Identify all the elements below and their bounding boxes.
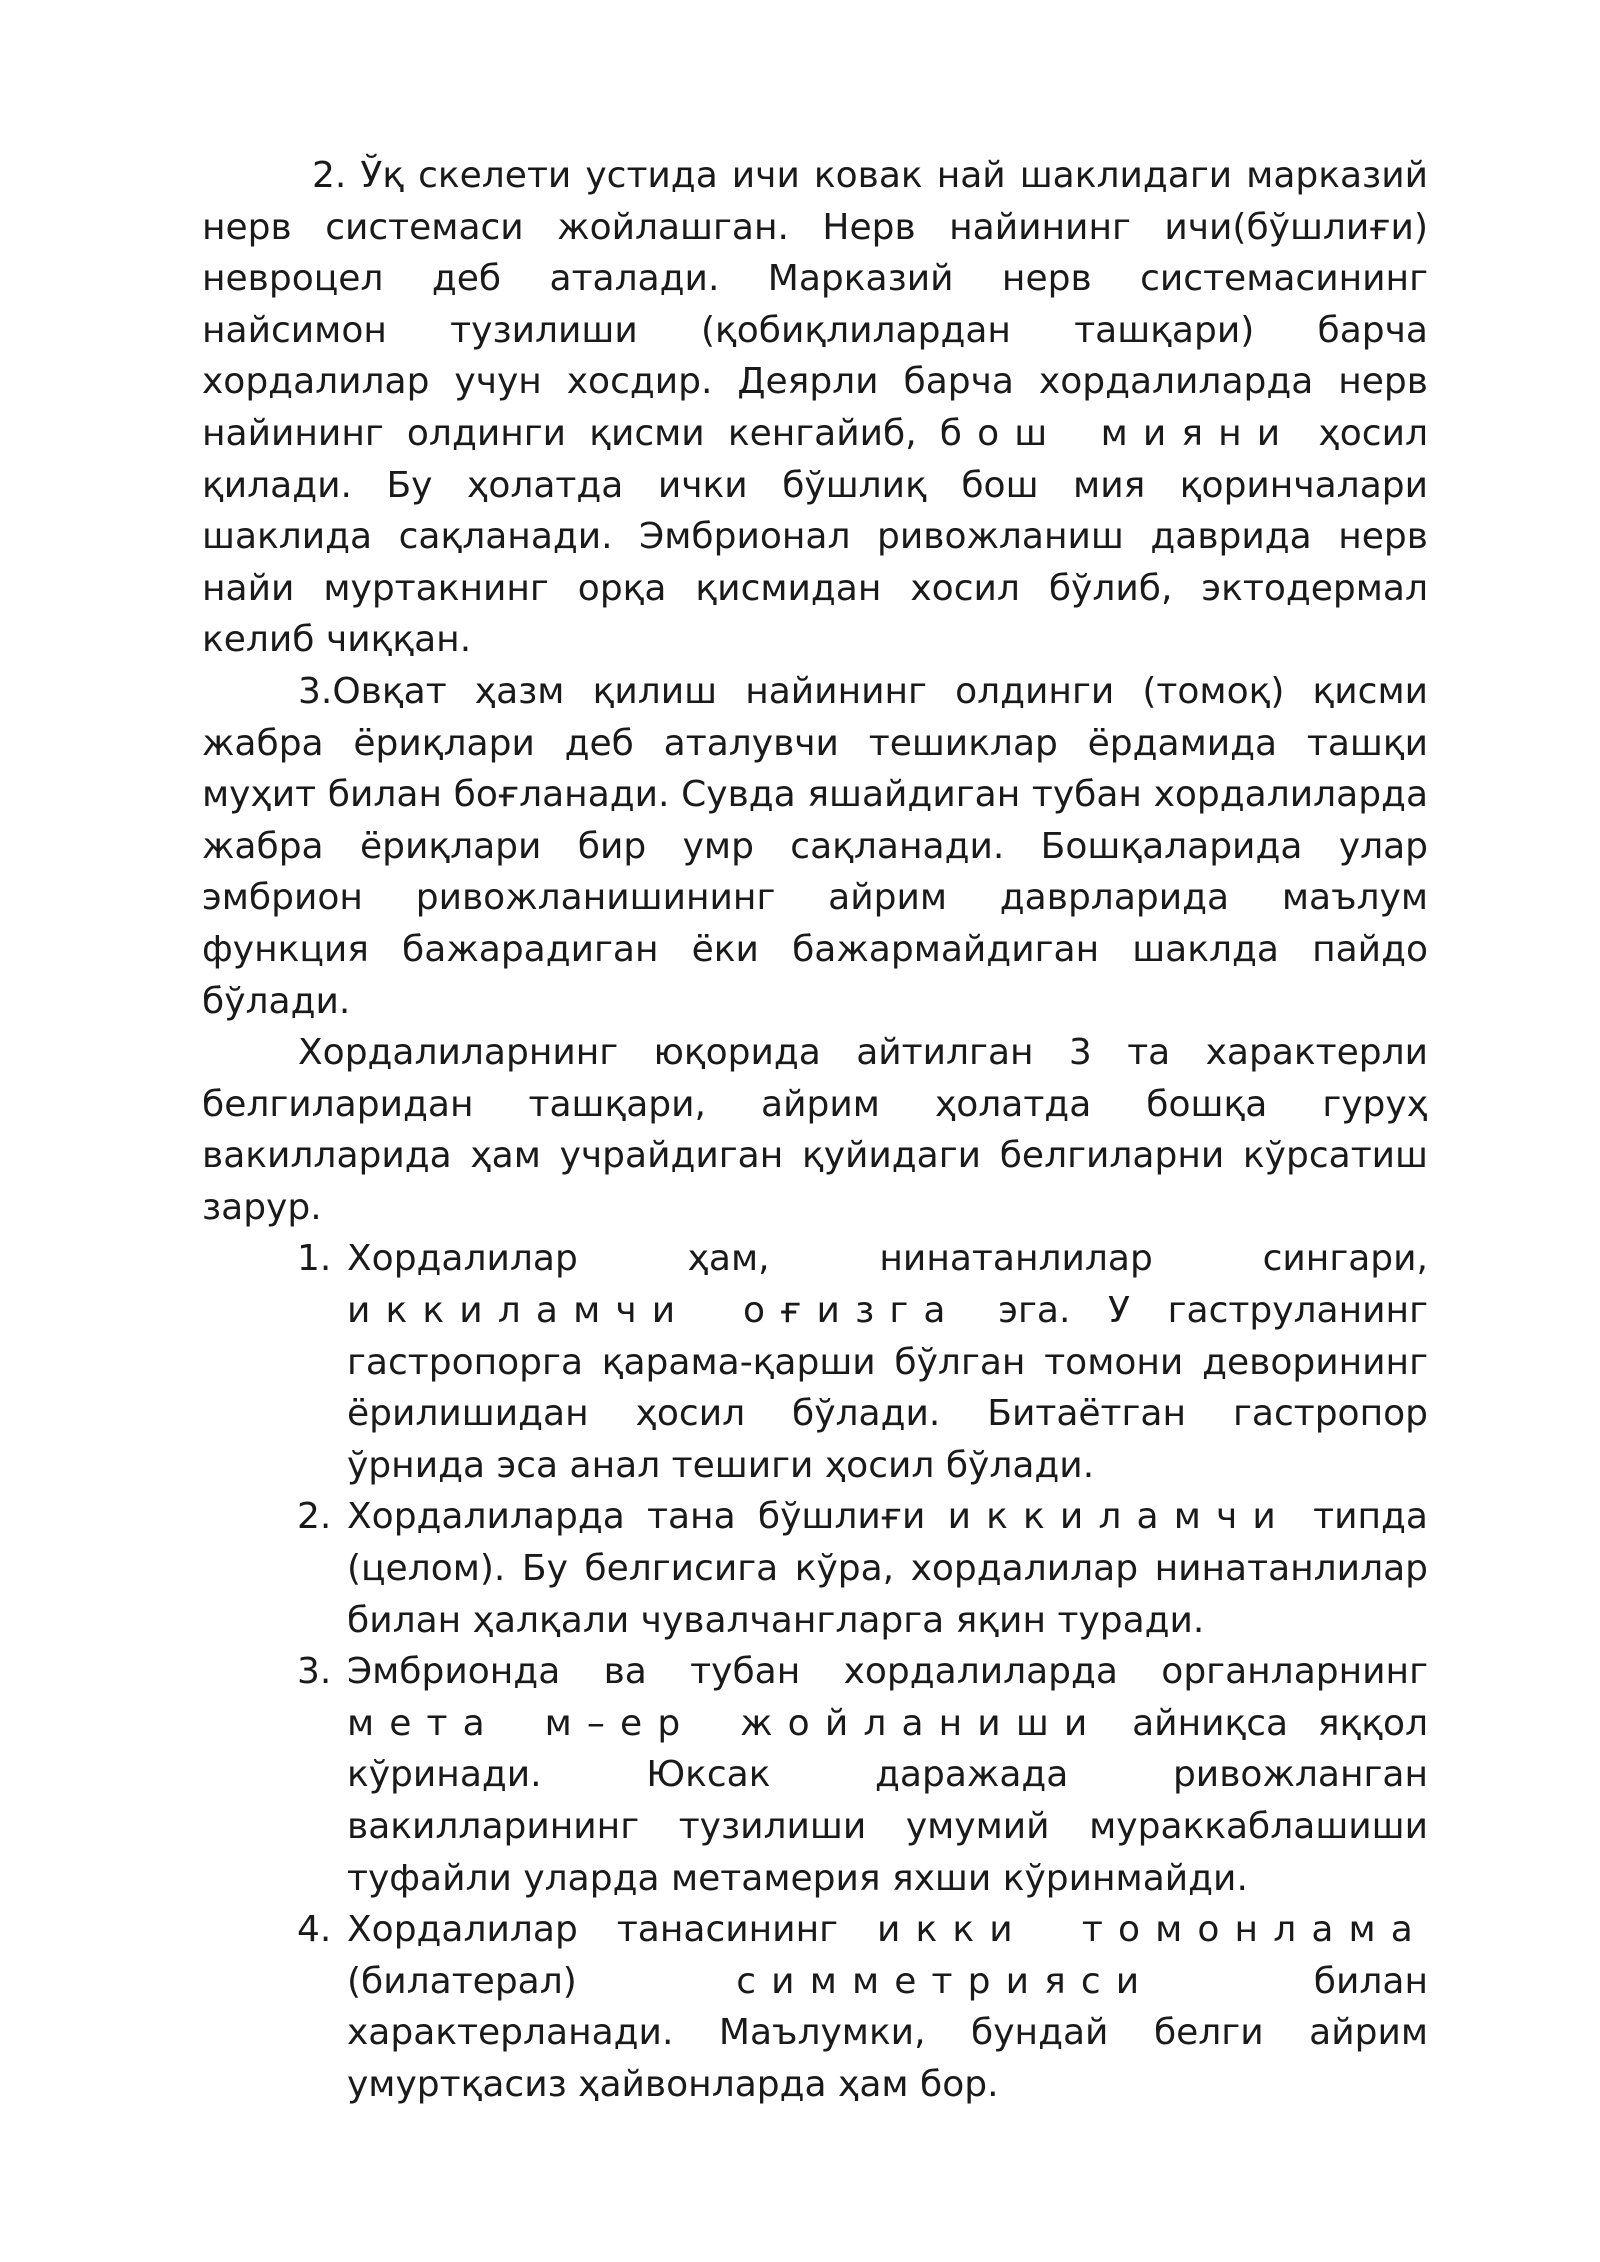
text-run: ҳосил қилади. Бу ҳолатда ички бўшлиқ бош мия қоринчалари шаклида сақланади. Эмбрионал ривожланиш даврида нерв найи муртакнинг орқа қисмидан хосил бўлиб, эктодермал келиб чиққан. [202,412,1428,661]
spaced-term: бош мияни [939,412,1296,454]
features-list [202,1233,1428,2110]
list-item [297,1491,1428,1646]
text-run: билан характерланади. Маълумки, бундай белги айрим умуртқасиз ҳайвонларда ҳам бор. [347,1960,1428,2105]
text-run: типда (целом). Бу белгисига кўра, хордалилар нинатанлилар билан ҳалқали чувалчангларга яқин туради. [347,1496,1428,1641]
text-run: Хордалиларда тана бўшлиғи [347,1496,948,1538]
text-run: (билатерал) [347,1960,737,2002]
paragraph-nerve-system [202,150,1428,666]
spaced-term: мета м–ер жойланиши [347,1702,1103,1744]
text-run: Эмбрионда ва тубан хордалиларда органларнинг [347,1651,1428,1693]
list-item [297,1646,1428,1904]
spaced-term: иккиламчи [947,1496,1291,1538]
text-run: айниқса яққол кўринади. Юксак даражада ривожланган вакилларининг тузилиши умумий мураккаблашиши туфайли уларда метамерия яхши кўринмайди. [347,1702,1428,1899]
text-run: эга. У гаструланинг гастропорга қарама-қарши бўлган томони деворининг ёрилишидан ҳосил бўлади. Битаётган гастропор ўрнида эса анал тешиги ҳосил бўлади. [347,1290,1428,1486]
spaced-term: икки томонлама [877,1909,1428,1951]
text-run: 2. Ўқ скелети устида ичи ковак най шаклидаги марказий нерв системаси жойлашган. Нерв найининг ичи(бўшлиғи) невроцел деб аталади. Марказий нерв системасининг найсимон тузилиши (қобиқлилардан ташқари) барча хордалилар учун хосдир. Деярли барча хордалиларда нерв найининг олдинги қисми кенгайиб, [202,155,1428,454]
list-item-number: 2. [297,1496,332,1538]
paragraph-digestive-tract [202,666,1428,1027]
list-item-number: 3. [297,1651,332,1693]
paragraph-list-intro [202,1027,1428,1233]
list-item [297,1904,1428,2110]
list-item [297,1233,1428,1491]
text-run: Хордалилар ҳам, нинатанлилар сингари, [347,1238,1428,1280]
list-item-number: 4. [297,1909,332,1951]
spaced-term: иккиламчи оғизга [347,1290,961,1332]
text-run: 3.Овқат ҳазм қилиш найининг олдинги (томоқ) қисми жабра ёриқлари деб аталувчи тешиклар ёрдамида ташқи муҳит билан боғланади. Сувда яшайдиган тубан хордалиларда жабра ёриқлари бир умр сақланади. Бошқаларида улар эмбрион ривожланишининг айрим даврларида маълум функция бажарадиган ёки бажармайдиган шаклда пайдо бўлади. [202,670,1428,1022]
list-item-number: 1. [297,1238,332,1280]
text-run: Хордалиларнинг юқорида айтилган 3 та характерли белгиларидан ташқари, айрим ҳолатда бошқа гуруҳ вакилларида ҳам учрайдиган қуйидаги белгиларни кўрсатиш зарур. [202,1032,1428,1228]
spaced-term: симметрияси [736,1960,1155,2002]
text-run: Хордалилар танасининг [347,1909,878,1951]
document-page [202,150,1428,2111]
